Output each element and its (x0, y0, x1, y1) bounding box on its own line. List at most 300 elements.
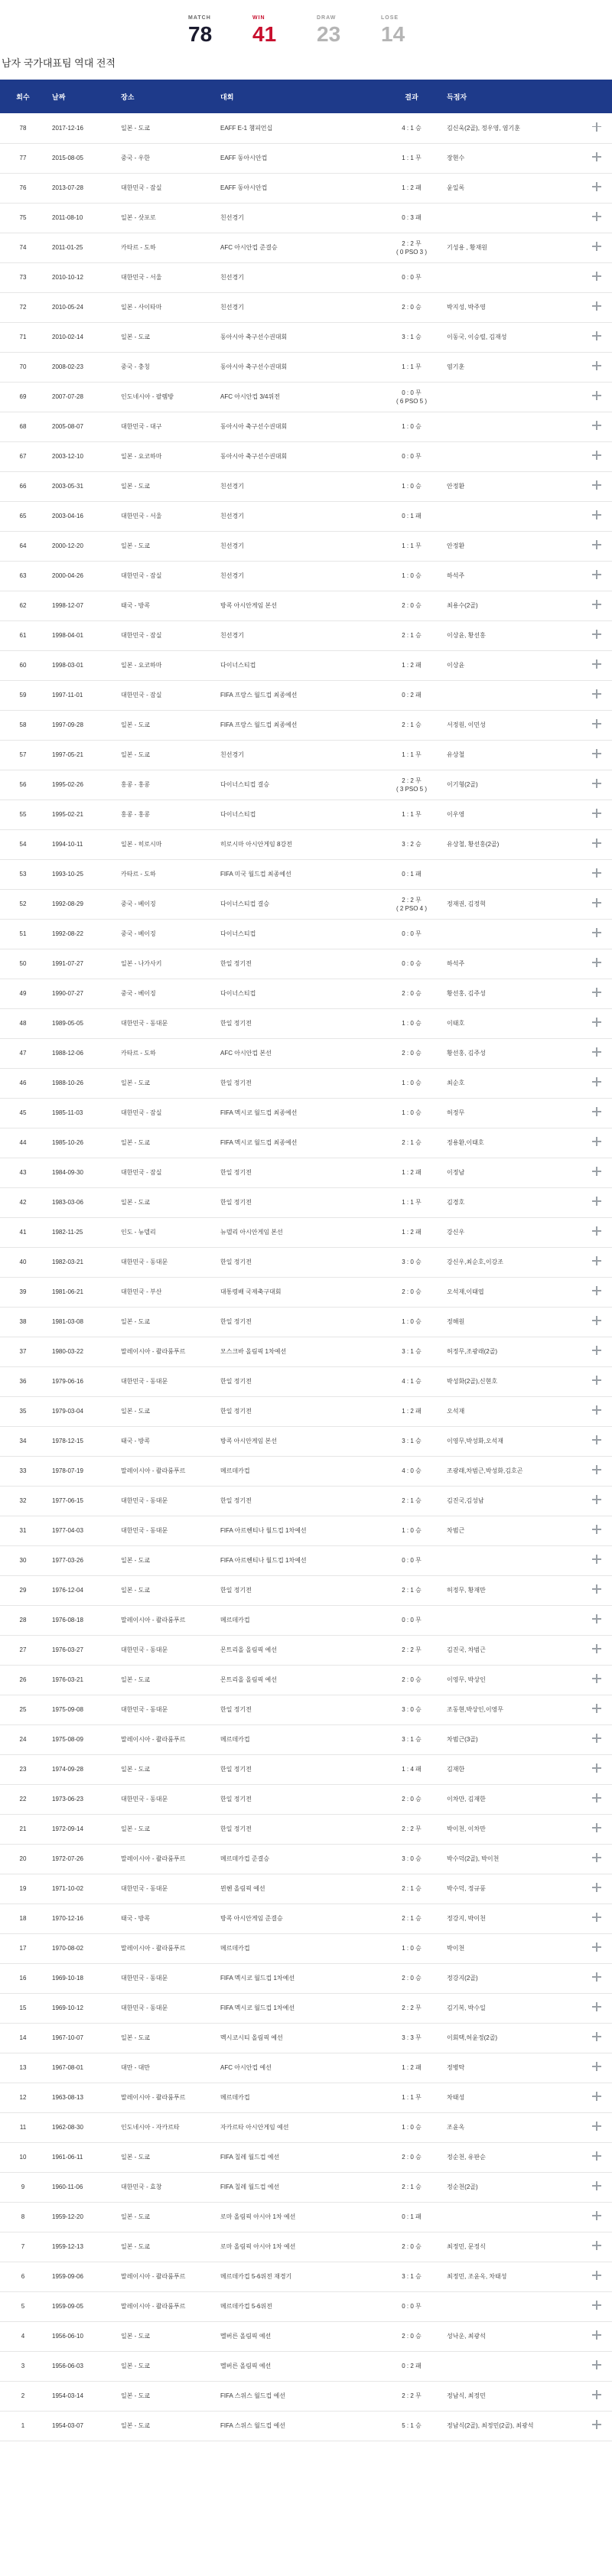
cell-expand (581, 1486, 612, 1516)
expand-plus-icon[interactable] (591, 1196, 602, 1207)
cell-scorers: 이태호 (441, 1008, 581, 1038)
cell-date: 2010-05-24 (46, 292, 115, 322)
cell-competition: 동아시아 축구선수권대회 (214, 441, 382, 471)
cell-venue: 대한민국 - 동대문 (115, 1516, 214, 1545)
cell-expand (581, 650, 612, 680)
cell-result: 1 : 0 승 (382, 1098, 441, 1128)
cell-result: 2 : 0 승 (382, 591, 441, 620)
cell-date: 1971-10-02 (46, 1874, 115, 1904)
record-summary (0, 0, 612, 55)
cell-date: 1975-09-08 (46, 1695, 115, 1724)
expand-plus-icon[interactable] (591, 1703, 602, 1714)
expand-plus-icon[interactable] (591, 1255, 602, 1266)
cell-no: 22 (0, 1784, 46, 1814)
table-row (0, 1426, 612, 1456)
cell-no: 36 (0, 1366, 46, 1396)
cell-scorers (441, 2351, 581, 2381)
cell-date: 1988-12-06 (46, 1038, 115, 1068)
cell-result: 0 : 1 패 (382, 2202, 441, 2232)
cell-no: 2 (0, 2381, 46, 2411)
cell-expand (581, 531, 612, 561)
cell-expand (581, 1396, 612, 1426)
cell-venue: 대한민국 - 부산 (115, 1277, 214, 1307)
cell-venue: 태국 - 방콕 (115, 1904, 214, 1933)
cell-competition: FIFA 칠레 월드컵 예선 (214, 2172, 382, 2202)
cell-no: 74 (0, 233, 46, 262)
cell-result: 2 : 2 무 (382, 2381, 441, 2411)
table-row (0, 1904, 612, 1933)
cell-venue: 중국 - 베이징 (115, 889, 214, 919)
table-row (0, 859, 612, 889)
cell-venue: 대한민국 - 잠실 (115, 680, 214, 710)
cell-expand (581, 561, 612, 591)
cell-scorers: 염기훈 (441, 352, 581, 382)
cell-competition: FIFA 아르헨티나 월드컵 1차예선 (214, 1545, 382, 1575)
cell-no: 11 (0, 2112, 46, 2142)
cell-scorers: 황선홍, 김주성 (441, 979, 581, 1008)
cell-expand (581, 1844, 612, 1874)
cell-expand (581, 1456, 612, 1486)
cell-competition: 멜버른 올림픽 예선 (214, 2351, 382, 2381)
expand-plus-icon[interactable] (591, 1972, 602, 1982)
cell-venue: 일본 - 도쿄 (115, 1814, 214, 1844)
cell-venue: 대한민국 - 잠실 (115, 173, 214, 203)
expand-plus-icon[interactable] (591, 271, 602, 282)
expand-plus-icon[interactable] (591, 1852, 602, 1863)
cell-date: 2010-10-12 (46, 262, 115, 292)
expand-plus-icon[interactable] (591, 2300, 602, 2311)
cell-result: 1 : 2 패 (382, 173, 441, 203)
cell-no: 27 (0, 1635, 46, 1665)
expand-plus-icon[interactable] (591, 1733, 602, 1744)
cell-competition: 친선경기 (214, 740, 382, 770)
cell-venue: 태국 - 방콕 (115, 591, 214, 620)
cell-expand (581, 2262, 612, 2291)
cell-venue: 일본 - 도쿄 (115, 1187, 214, 1217)
expand-plus-icon[interactable] (591, 2330, 602, 2340)
expand-plus-icon[interactable] (591, 659, 602, 669)
expand-plus-icon[interactable] (591, 2180, 602, 2191)
table-row (0, 233, 612, 262)
cell-no: 19 (0, 1874, 46, 1904)
table-row (0, 561, 612, 591)
cell-date: 1967-08-01 (46, 2053, 115, 2083)
cell-venue: 일본 - 도쿄 (115, 740, 214, 770)
expand-plus-icon[interactable] (591, 1405, 602, 1415)
expand-plus-icon[interactable] (591, 1047, 602, 1057)
cell-date: 1978-12-15 (46, 1426, 115, 1456)
expand-plus-icon[interactable] (591, 1076, 602, 1087)
table-row (0, 2023, 612, 2053)
expand-plus-icon[interactable] (591, 331, 602, 341)
cell-no: 55 (0, 800, 46, 829)
expand-plus-icon[interactable] (591, 1494, 602, 1505)
expand-plus-icon[interactable] (591, 1017, 602, 1027)
cell-date: 1961-06-11 (46, 2142, 115, 2172)
expand-plus-icon[interactable] (591, 1882, 602, 1893)
expand-plus-icon[interactable] (591, 2240, 602, 2251)
cell-scorers: 차태성 (441, 2083, 581, 2112)
cell-date: 1997-05-21 (46, 740, 115, 770)
cell-expand (581, 1098, 612, 1128)
cell-result: 0 : 1 패 (382, 501, 441, 531)
win-count: 41 (252, 22, 277, 46)
cell-expand (581, 889, 612, 919)
expand-plus-icon[interactable] (591, 2270, 602, 2281)
cell-expand (581, 1426, 612, 1456)
table-row (0, 1754, 612, 1784)
cell-competition: 메르데카컵 (214, 2083, 382, 2112)
expand-plus-icon[interactable] (591, 569, 602, 580)
cell-no: 52 (0, 889, 46, 919)
expand-plus-icon[interactable] (591, 897, 602, 908)
cell-competition: 메르데카컵 (214, 1724, 382, 1754)
table-row (0, 352, 612, 382)
expand-plus-icon[interactable] (591, 1822, 602, 1833)
table-row (0, 979, 612, 1008)
expand-plus-icon[interactable] (591, 2419, 602, 2430)
draw-count: 23 (317, 22, 341, 46)
cell-date: 1985-11-03 (46, 1098, 115, 1128)
cell-result: 2 : 1 승 (382, 1128, 441, 1158)
expand-plus-icon[interactable] (591, 2210, 602, 2221)
cell-competition: 다이너스티컵 (214, 979, 382, 1008)
cell-competition: 로마 올림픽 아시아 1차 예선 (214, 2232, 382, 2262)
cell-no: 54 (0, 829, 46, 859)
expand-plus-icon[interactable] (591, 211, 602, 222)
cell-scorers (441, 203, 581, 233)
table-row (0, 1933, 612, 1963)
cell-expand (581, 1337, 612, 1366)
expand-plus-icon[interactable] (591, 1584, 602, 1594)
expand-plus-icon[interactable] (591, 2359, 602, 2370)
expand-plus-icon[interactable] (591, 2061, 602, 2072)
cell-no: 4 (0, 2321, 46, 2351)
cell-expand (581, 322, 612, 352)
cell-result: 0 : 0 승 (382, 949, 441, 979)
cell-expand (581, 1516, 612, 1545)
cell-scorers: 이차만, 김재한 (441, 1784, 581, 1814)
table-row (0, 2172, 612, 2202)
expand-plus-icon[interactable] (591, 1614, 602, 1624)
draw-label: DRAW (317, 15, 337, 21)
expand-plus-icon[interactable] (591, 539, 602, 550)
cell-date: 1954-03-14 (46, 2381, 115, 2411)
cell-date: 1959-12-13 (46, 2232, 115, 2262)
cell-no: 51 (0, 919, 46, 949)
cell-venue: 대한민국 - 동대문 (115, 1695, 214, 1724)
cell-result: 1 : 1 무 (382, 800, 441, 829)
expand-plus-icon[interactable] (591, 360, 602, 371)
match-records-table (0, 80, 612, 2441)
cell-scorers: 박이천, 이차만 (441, 1814, 581, 1844)
cell-venue: 일본 - 도쿄 (115, 1307, 214, 1337)
cell-date: 2005-08-07 (46, 412, 115, 441)
table-row (0, 1993, 612, 2023)
cell-competition: 다이너스티컵 결승 (214, 770, 382, 800)
cell-result: 4 : 0 승 (382, 1456, 441, 1486)
cell-venue: 인도네시아 - 팔렘방 (115, 382, 214, 412)
cell-competition: 친선경기 (214, 620, 382, 650)
expand-plus-icon[interactable] (591, 1136, 602, 1147)
cell-competition: 메르데카컵 5-6위전 재경기 (214, 2262, 382, 2291)
cell-competition: 멜버른 올림픽 예선 (214, 2321, 382, 2351)
cell-competition: FIFA 멕시코 월드컵 1차예선 (214, 1963, 382, 1993)
expand-plus-icon[interactable] (591, 599, 602, 610)
expand-plus-icon[interactable] (591, 629, 602, 640)
cell-competition: 다이너스티컵 결승 (214, 889, 382, 919)
cell-competition: 한일 정기전 (214, 1247, 382, 1277)
cell-date: 1983-03-06 (46, 1187, 115, 1217)
cell-expand (581, 1307, 612, 1337)
cell-competition: 히로시마 아시안게임 8강전 (214, 829, 382, 859)
expand-plus-icon[interactable] (591, 2091, 602, 2102)
cell-venue: 대만 - 대만 (115, 2053, 214, 2083)
table-row (0, 262, 612, 292)
cell-date: 1972-07-26 (46, 1844, 115, 1874)
cell-date: 1959-09-06 (46, 2262, 115, 2291)
cell-scorers (441, 1605, 581, 1635)
win-label: WIN (252, 15, 265, 21)
cell-result: 1 : 0 승 (382, 1008, 441, 1038)
cell-date: 1997-09-28 (46, 710, 115, 740)
cell-date: 2008-02-23 (46, 352, 115, 382)
cell-competition: FIFA 스위스 월드컵 예선 (214, 2381, 382, 2411)
cell-venue: 말레이시아 - 콸라룸푸르 (115, 2262, 214, 2291)
cell-date: 1963-08-13 (46, 2083, 115, 2112)
header-expand (581, 80, 612, 113)
cell-competition: 친선경기 (214, 471, 382, 501)
cell-date: 1977-04-03 (46, 1516, 115, 1545)
cell-scorers: 하석주 (441, 561, 581, 591)
cell-date: 1976-03-27 (46, 1635, 115, 1665)
expand-plus-icon[interactable] (591, 1554, 602, 1565)
expand-plus-icon[interactable] (591, 1464, 602, 1475)
expand-plus-icon[interactable] (591, 957, 602, 968)
match-stat (188, 15, 231, 46)
cell-competition: 친선경기 (214, 531, 382, 561)
cell-scorers: 성낙운, 최광석 (441, 2321, 581, 2351)
cell-no: 72 (0, 292, 46, 322)
expand-plus-icon[interactable] (591, 808, 602, 819)
expand-plus-icon[interactable] (591, 301, 602, 311)
expand-plus-icon[interactable] (591, 151, 602, 162)
expand-plus-icon[interactable] (591, 1106, 602, 1117)
table-row (0, 710, 612, 740)
cell-venue: 일본 - 도쿄 (115, 2202, 214, 2232)
expand-plus-icon[interactable] (591, 987, 602, 998)
cell-scorers (441, 2291, 581, 2321)
table-row (0, 591, 612, 620)
cell-result: 1 : 2 패 (382, 2053, 441, 2083)
cell-expand (581, 2172, 612, 2202)
expand-plus-icon[interactable] (591, 450, 602, 461)
expand-plus-icon[interactable] (591, 1285, 602, 1296)
cell-scorers: 박이천 (441, 1933, 581, 1963)
cell-competition: 친선경기 (214, 203, 382, 233)
cell-date: 2015-08-05 (46, 143, 115, 173)
cell-date: 2010-02-14 (46, 322, 115, 352)
cell-scorers: 김신욱(2골), 정우영, 염기훈 (441, 113, 581, 143)
table-row (0, 1277, 612, 1307)
cell-expand (581, 2321, 612, 2351)
cell-result: 0 : 0 무 (382, 919, 441, 949)
table-row (0, 1098, 612, 1128)
cell-date: 1992-08-29 (46, 889, 115, 919)
cell-competition: 친선경기 (214, 292, 382, 322)
cell-venue: 대한민국 - 동대문 (115, 1874, 214, 1904)
cell-scorers: 황선홍, 김주성 (441, 1038, 581, 1068)
cell-competition: FIFA 프랑스 월드컵 최종예선 (214, 710, 382, 740)
cell-competition: 한일 정기전 (214, 1068, 382, 1098)
cell-no: 75 (0, 203, 46, 233)
expand-plus-icon[interactable] (591, 1643, 602, 1654)
cell-no: 7 (0, 2232, 46, 2262)
cell-expand (581, 143, 612, 173)
cell-expand (581, 1695, 612, 1724)
cell-result: 1 : 0 승 (382, 1068, 441, 1098)
cell-expand (581, 1665, 612, 1695)
cell-result: 2 : 1 승 (382, 1575, 441, 1605)
table-row (0, 889, 612, 919)
cell-scorers: 정순천(2골) (441, 2172, 581, 2202)
expand-plus-icon[interactable] (591, 122, 602, 132)
expand-plus-icon[interactable] (591, 1226, 602, 1236)
cell-result: 1 : 2 패 (382, 650, 441, 680)
expand-plus-icon[interactable] (591, 838, 602, 848)
cell-competition: FIFA 스위스 월드컵 예선 (214, 2411, 382, 2441)
cell-expand (581, 949, 612, 979)
cell-venue: 일본 - 도쿄 (115, 1396, 214, 1426)
cell-competition: FIFA 아르헨티나 월드컵 1차예선 (214, 1516, 382, 1545)
expand-plus-icon[interactable] (591, 1912, 602, 1923)
cell-venue: 일본 - 도쿄 (115, 1128, 214, 1158)
cell-expand (581, 1963, 612, 1993)
cell-venue: 카타르 - 도하 (115, 859, 214, 889)
cell-result: 0 : 0 무 (382, 262, 441, 292)
expand-plus-icon[interactable] (591, 510, 602, 520)
expand-plus-icon[interactable] (591, 868, 602, 878)
expand-plus-icon[interactable] (591, 420, 602, 431)
cell-result: 1 : 2 패 (382, 1158, 441, 1187)
cell-scorers: 하석주 (441, 949, 581, 979)
expand-plus-icon[interactable] (591, 2121, 602, 2131)
cell-competition: 다이너스티컵 (214, 919, 382, 949)
expand-plus-icon[interactable] (591, 689, 602, 699)
expand-plus-icon[interactable] (591, 1435, 602, 1445)
cell-venue: 카타르 - 도하 (115, 1038, 214, 1068)
cell-scorers: 최순호 (441, 1068, 581, 1098)
expand-plus-icon[interactable] (591, 2389, 602, 2400)
expand-plus-icon[interactable] (591, 1763, 602, 1773)
cell-competition: FIFA 프랑스 월드컵 최종예선 (214, 680, 382, 710)
expand-plus-icon[interactable] (591, 480, 602, 490)
cell-result: 5 : 1 승 (382, 2411, 441, 2441)
cell-scorers: 정재권, 김정혁 (441, 889, 581, 919)
table-row (0, 173, 612, 203)
draw-stat (317, 15, 360, 46)
cell-expand (581, 2142, 612, 2172)
cell-scorers: 장현수 (441, 143, 581, 173)
cell-venue: 대한민국 - 잠실 (115, 1158, 214, 1187)
cell-no: 29 (0, 1575, 46, 1605)
cell-expand (581, 1217, 612, 1247)
cell-scorers: 이정남 (441, 1158, 581, 1187)
cell-expand (581, 1754, 612, 1784)
cell-scorers (441, 412, 581, 441)
expand-plus-icon[interactable] (591, 1345, 602, 1356)
expand-plus-icon[interactable] (591, 241, 602, 252)
cell-no: 31 (0, 1516, 46, 1545)
cell-no: 9 (0, 2172, 46, 2202)
cell-no: 50 (0, 949, 46, 979)
cell-expand (581, 1993, 612, 2023)
expand-plus-icon[interactable] (591, 1673, 602, 1684)
cell-date: 1977-03-26 (46, 1545, 115, 1575)
expand-plus-icon[interactable] (591, 2001, 602, 2012)
cell-date: 2003-12-10 (46, 441, 115, 471)
cell-scorers: 조광래,차범근,박성화,김호곤 (441, 1456, 581, 1486)
expand-plus-icon[interactable] (591, 778, 602, 789)
cell-expand (581, 1814, 612, 1844)
cell-date: 1982-11-25 (46, 1217, 115, 1247)
cell-date: 1973-06-23 (46, 1784, 115, 1814)
cell-result: 1 : 1 무 (382, 143, 441, 173)
expand-plus-icon[interactable] (591, 2031, 602, 2042)
cell-expand (581, 233, 612, 262)
expand-plus-icon[interactable] (591, 1942, 602, 1952)
cell-date: 1959-12-20 (46, 2202, 115, 2232)
cell-expand (581, 1277, 612, 1307)
expand-plus-icon[interactable] (591, 1315, 602, 1326)
expand-plus-icon[interactable] (591, 2151, 602, 2161)
header-competition: 대회 (214, 80, 382, 113)
cell-expand (581, 2083, 612, 2112)
cell-result: 0 : 2 패 (382, 2351, 441, 2381)
cell-expand (581, 919, 612, 949)
cell-venue: 일본 - 요코하마 (115, 650, 214, 680)
expand-plus-icon[interactable] (591, 1524, 602, 1535)
cell-result: 2 : 0 승 (382, 1277, 441, 1307)
cell-expand (581, 1366, 612, 1396)
cell-expand (581, 2053, 612, 2083)
expand-plus-icon[interactable] (591, 1793, 602, 1803)
cell-competition: 동아시아 축구선수권대회 (214, 352, 382, 382)
expand-plus-icon[interactable] (591, 1375, 602, 1386)
cell-scorers (441, 382, 581, 412)
cell-venue: 카타르 - 도하 (115, 233, 214, 262)
cell-no: 76 (0, 173, 46, 203)
expand-plus-icon[interactable] (591, 748, 602, 759)
expand-plus-icon[interactable] (591, 1166, 602, 1177)
cell-result: 2 : 0 승 (382, 1963, 441, 1993)
cell-competition: 동아시아 축구선수권대회 (214, 322, 382, 352)
cell-venue: 대한민국 - 동대문 (115, 1366, 214, 1396)
expand-plus-icon[interactable] (591, 181, 602, 192)
cell-competition: 한일 정기전 (214, 1486, 382, 1516)
table-row (0, 501, 612, 531)
cell-result: 0 : 1 패 (382, 859, 441, 889)
cell-scorers: 정강지, 박이천 (441, 1904, 581, 1933)
cell-no: 13 (0, 2053, 46, 2083)
table-row (0, 1575, 612, 1605)
cell-venue: 일본 - 도쿄 (115, 1575, 214, 1605)
table-row (0, 2112, 612, 2142)
expand-plus-icon[interactable] (591, 390, 602, 401)
expand-plus-icon[interactable] (591, 927, 602, 938)
cell-competition: EAFF E-1 챔피언십 (214, 113, 382, 143)
expand-plus-icon[interactable] (591, 718, 602, 729)
